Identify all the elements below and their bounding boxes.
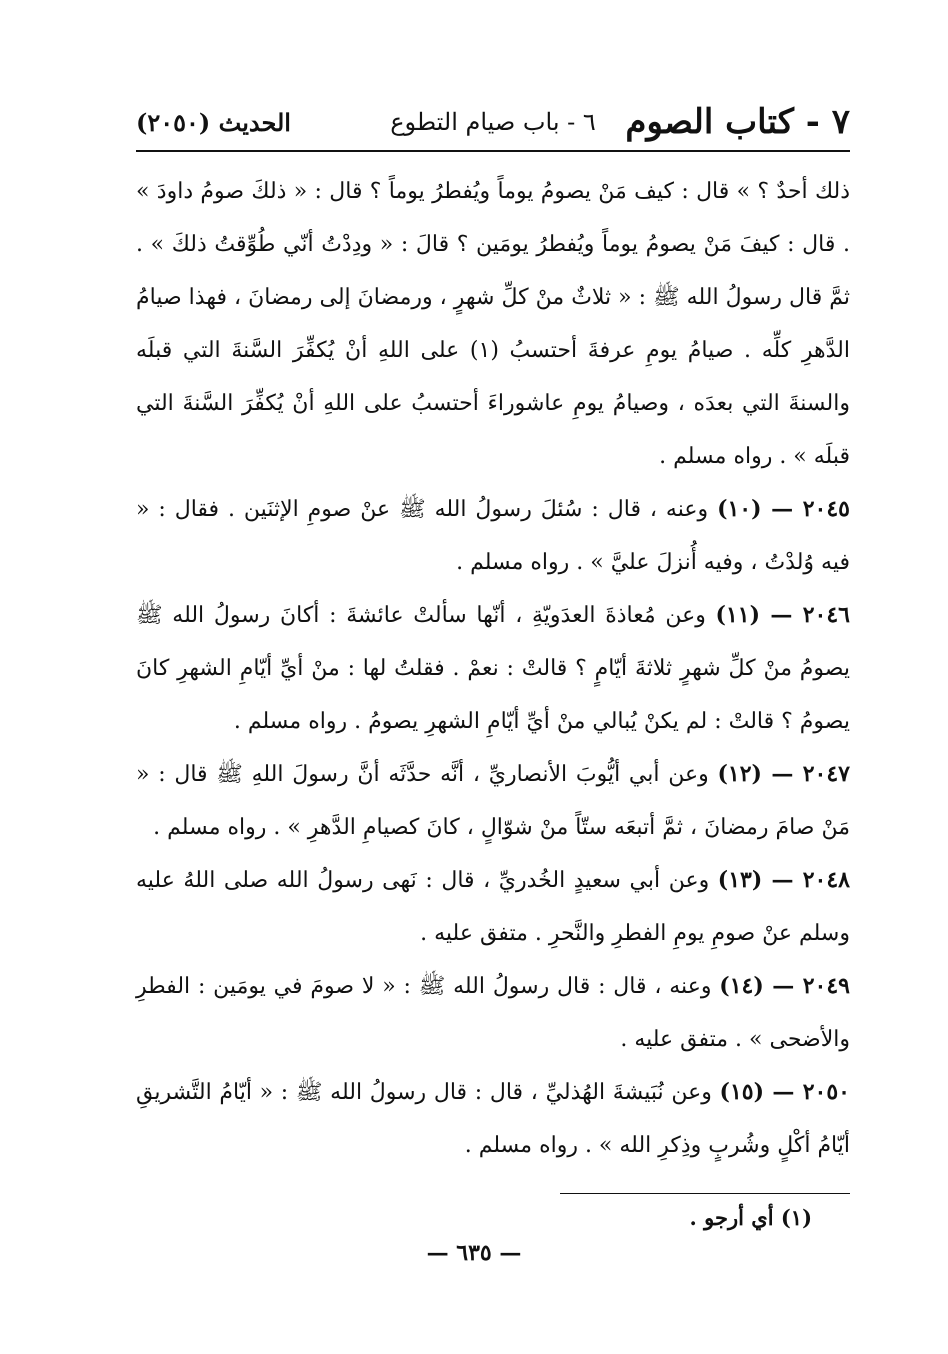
- hadith-text: وعنه ، قال : سُئلَ رسولُ الله ﷺ عنْ صومِ الإثنَين . فقال : « فيه وُلدْتُ ، وفيه أُنزلَ عليَّ » . رواه مسلم .: [136, 497, 850, 575]
- running-header: [136, 92, 850, 146]
- footnote-divider: [560, 1193, 850, 1194]
- footnote: (١) أي أرجو .: [689, 1205, 812, 1230]
- paragraph: [136, 483, 850, 589]
- book-title: ٧ - كتاب الصوم: [625, 102, 850, 142]
- paragraph: [136, 165, 850, 483]
- hadith-text: وعن أبي سعيدٍ الخُدريِّ ، قال : نَهى رسولُ الله صلى اللهُ عليه وسلم عنْ صومِ يومِ الفطرِ والنَّحرِ . متفق عليه .: [136, 868, 850, 946]
- chapter-title: ٦ - باب صيام التطوع: [390, 108, 596, 136]
- hadith-text: ذلك أحدٌ ؟ » قال : كيف مَنْ يصومُ يوماً ويُفطرُ يوماً ؟ قال : « ذلكَ صومُ داودَ » . قال : كيفَ مَنْ يصومُ يوماً ويُفطرُ يومَين ؟ قالَ : « ودِدْتُ أنّي طُوِّقتُ ذلكَ » . ثمَّ قال رسولُ الله ﷺ : « ثلاثٌ منْ كلِّ شهرٍ ، ورمضانَ إلى رمضانَ ، فهذا صيامُ الدَّهرِ كلِّه . صيامُ يومِ عرفةَ أحتسبُ (١) على اللهِ أنْ يُكفِّرَ السَّنةَ التي قبلَه والسنةَ التي بعدَه ، وصيامُ يومِ عاشوراءَ أحتسبُ على اللهِ أنْ يُكفِّرَ السَّنةَ التي قبلَه » . رواه مسلم .: [136, 179, 850, 469]
- paragraph: [136, 1066, 850, 1172]
- hadith-number: ٢٠٤٥ — (١٠): [717, 496, 850, 522]
- paragraph: [136, 748, 850, 854]
- hadith-text: وعنه ، قال : قال رسولُ الله ﷺ : « لا صومَ في يومَين : الفطرِ والأضحى » . متفق عليه .: [136, 974, 850, 1052]
- header-divider: [136, 150, 850, 152]
- paragraph: [136, 589, 850, 748]
- page-number: — ٦٣٥ —: [426, 1240, 522, 1266]
- hadith-range: الحديث (٢٠٥٠): [136, 108, 291, 137]
- hadith-text: وعن نُبَيشةَ الهُذليِّ ، قال : قال رسولُ الله ﷺ : « أيّامُ التَّشريقِ أيّامُ أكْلٍ وشُربٍ وذِكرِ الله » . رواه مسلم .: [136, 1080, 850, 1158]
- main-text: [136, 165, 850, 1172]
- hadith-number: ٢٠٤٨ — (١٣): [717, 867, 850, 893]
- paragraph: [136, 960, 850, 1066]
- hadith-text: وعن أبي أيُّوبَ الأنصاريِّ ، أنَّه حدَّثَه أنَّ رسولَ اللهِ ﷺ قال : « مَنْ صامَ رمضانَ ، ثمَّ أتبعَه ستّاً منْ شوّالٍ ، كانَ كصيامِ الدَّهرِ » . رواه مسلم .: [136, 762, 850, 840]
- hadith-text: وعن مُعاذةَ العدَويّةِ ، أنّها سألتْ عائشةَ : أكانَ رسولُ الله ﷺ يصومُ منْ كلِّ شهرٍ ثلاثةَ أيّامٍ ؟ قالتْ : نعمْ . فقلتُ لها : منْ أيِّ أيّامِ الشهرِ كانَ يصومُ ؟ قالتْ : لم يكنْ يُبالي منْ أيِّ أيّامِ الشهرِ يصومُ . رواه مسلم .: [136, 603, 850, 734]
- hadith-number: ٢٠٤٧ — (١٢): [717, 761, 850, 787]
- paragraph: [136, 854, 850, 960]
- hadith-number: ٢٠٤٩ — (١٤): [719, 973, 850, 999]
- hadith-number: ٢٠٤٦ — (١١): [715, 602, 850, 628]
- hadith-number: ٢٠٥٠ — (١٥): [719, 1079, 850, 1105]
